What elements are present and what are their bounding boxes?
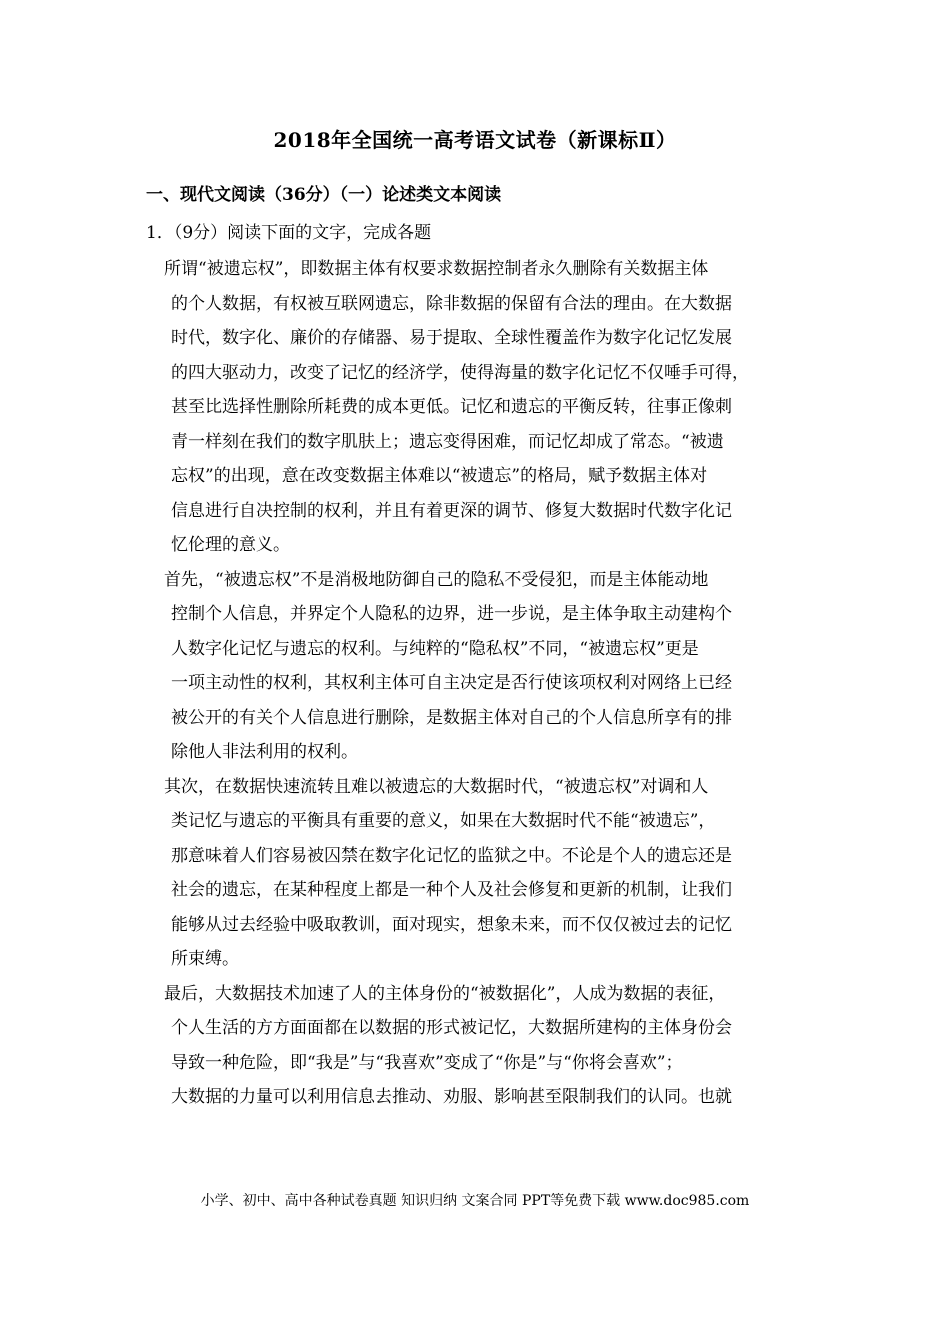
passage-line: 社会的遗忘，在某种程度上都是一种个人及社会修复和更新的机制，让我们: [171, 880, 732, 900]
passage-line: 青一样刻在我们的数字肌肤上；遗忘变得困难，而记忆却成了常态。“被遗: [171, 431, 724, 452]
question-prompt: 1．（9分）阅读下面的文字，完成各题: [146, 223, 432, 243]
passage-line: 能够从过去经验中吸取教训，面对现实，想象未来，而不仅仅被过去的记忆: [171, 914, 732, 935]
section-heading: 一、现代文阅读（36分）（一）论述类文本阅读: [146, 185, 502, 205]
passage-line: 甚至比选择性删除所耗费的成本更低。记忆和遗忘的平衡反转，往事正像刺: [171, 397, 732, 417]
passage-line: 被公开的有关个人信息进行删除，是数据主体对自己的个人信息所享有的排: [171, 707, 732, 728]
passage-line: 时代，数字化、廉价的存储器、易于提取、全球性覆盖作为数字化记忆发展: [171, 328, 732, 348]
passage-line: 忆伦理的意义。: [171, 535, 290, 555]
passage-line: 大数据的力量可以利用信息去推动、劝服、影响甚至限制我们的认同。也就: [171, 1087, 732, 1107]
passage-line: 的个人数据，有权被互联网遗忘，除非数据的保留有合法的理由。在大数据: [171, 293, 732, 314]
paragraph: [164, 563, 824, 770]
paragraph: [164, 252, 824, 563]
passage-line: 一项主动性的权利，其权利主体可自主决定是否行使该项权利对网络上已经: [171, 673, 732, 693]
page-title: 2018年全国统一高考语文试卷（新课标Ⅱ）: [273, 128, 677, 152]
passage-line: 控制个人信息，并界定个人隐私的边界，进一步说，是主体争取主动建构个: [171, 604, 732, 624]
paragraph: [164, 977, 824, 1115]
passage-line: 那意味着人们容易被囚禁在数字化记忆的监狱之中。不论是个人的遗忘还是: [171, 845, 732, 866]
passage-line: 所束缚。: [171, 949, 239, 969]
reading-passage: [164, 252, 824, 1115]
paragraph: [164, 770, 824, 977]
passage-line: 最后，大数据技术加速了人的主体身份的“被数据化”，人成为数据的表征，: [164, 983, 726, 1004]
passage-line: 首先，“被遗忘权”不是消极地防御自己的隐私不受侵犯，而是主体能动地: [164, 569, 709, 590]
passage-line: 个人生活的方方面面都在以数据的形式被记忆，大数据所建构的主体身份会: [171, 1018, 732, 1038]
passage-line: 类记忆与遗忘的平衡具有重要的意义，如果在大数据时代不能“被遗忘”，: [171, 811, 716, 831]
passage-line: 信息进行自决控制的权利，并且有着更深的调节、修复大数据时代数字化记: [171, 500, 732, 521]
page-footer: 小学、初中、高中各种试卷真题 知识归纳 文案合同 PPT等免费下载 www.doc985.com: [200, 1193, 750, 1209]
passage-line: 的四大驱动力，改变了记忆的经济学，使得海量的数字化记忆不仅唾手可得，: [171, 362, 749, 383]
passage-line: 其次，在数据快速流转且难以被遗忘的大数据时代，“被遗忘权”对调和人: [164, 776, 709, 797]
passage-line: 导致一种危险，即“我是”与“我喜欢”变成了“你是”与“你将会喜欢”；: [171, 1052, 683, 1073]
passage-line: 忘权”的出现，意在改变数据主体难以“被遗忘”的格局，赋予数据主体对: [171, 466, 708, 486]
passage-line: 所谓“被遗忘权”，即数据主体有权要求数据控制者永久删除有关数据主体: [164, 259, 709, 279]
passage-line: 人数字化记忆与遗忘的权利。与纯粹的“隐私权”不同，“被遗忘权”更是: [171, 638, 699, 659]
passage-line: 除他人非法利用的权利。: [171, 742, 358, 762]
